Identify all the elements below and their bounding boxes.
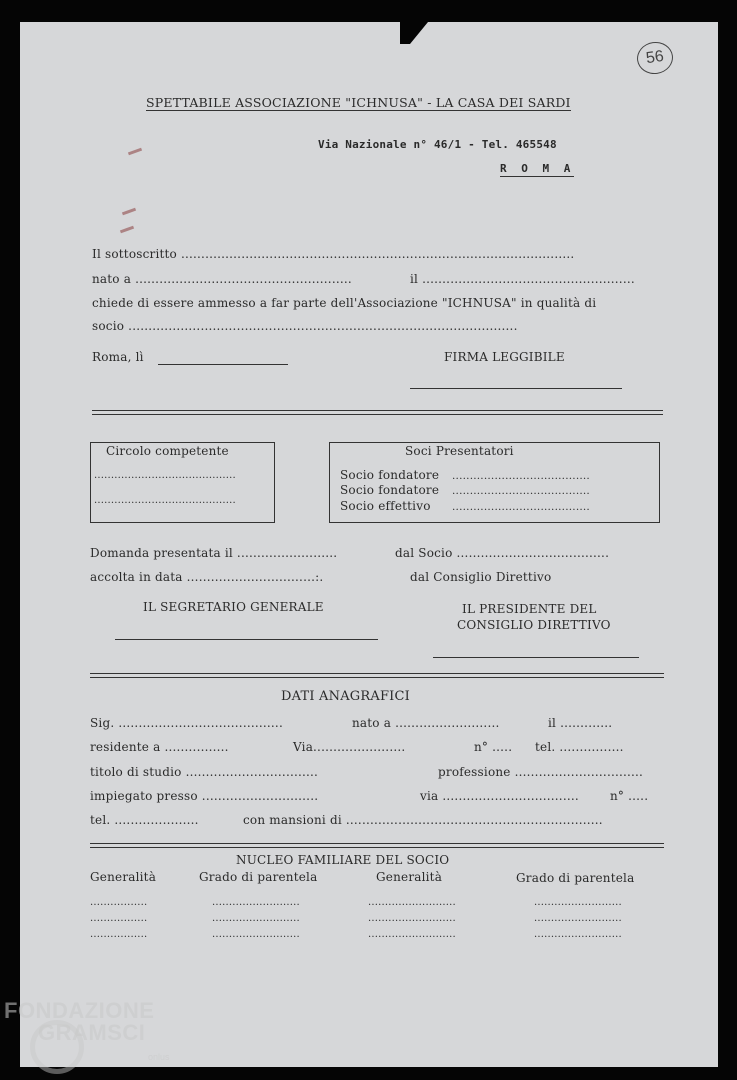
signature-label: FIRMA LEGGIBILE: [444, 350, 565, 364]
accolta-line: accolta in data ................................:.: [90, 570, 324, 584]
divider-2: [90, 673, 664, 678]
header-city: R O M A: [500, 162, 575, 175]
circolo-dots-2: ..........................................: [94, 495, 236, 506]
nucleo-dots: .................: [90, 913, 148, 924]
anagrafici-mansioni: con mansioni di ................................................................: [243, 813, 603, 827]
anagrafici-impiegato: impiegato presso .............................: [90, 789, 319, 803]
anagrafici-numero-lavoro: n° .....: [610, 789, 649, 803]
anagrafici-tel: tel. ................: [535, 740, 624, 754]
signature-line: [410, 388, 622, 389]
anagrafici-title: DATI ANAGRAFICI: [281, 689, 410, 704]
domanda-line: Domanda presentata il .........................: [90, 546, 338, 560]
soci-row-dots: .......................................: [452, 485, 590, 497]
watermark-line1: FONDAZIONE: [4, 998, 155, 1023]
nucleo-dots: ..........................: [534, 897, 622, 908]
divider-3: [90, 843, 664, 848]
header-address: Via Nazionale n° 46/1 - Tel. 465548: [318, 138, 557, 151]
soci-row-label: Socio effettivo: [340, 499, 431, 513]
soci-row-label: Socio fondatore: [340, 483, 440, 497]
nucleo-dots: ..........................: [212, 913, 300, 924]
soci-title: Soci Presentatori: [405, 444, 514, 458]
document-page: [20, 22, 718, 1067]
anagrafici-sig: Sig. .........................................: [90, 716, 283, 730]
line-socio: socio .................................................................................................: [92, 319, 518, 333]
nucleo-header: Generalità: [376, 870, 443, 884]
nucleo-dots: ..........................: [212, 897, 300, 908]
circolo-dots-1: ..........................................: [94, 470, 236, 481]
president-label-1: IL PRESIDENTE DEL: [462, 602, 597, 616]
anagrafici-professione: professione ................................: [438, 765, 644, 779]
anagrafici-via-lavoro: via ..................................: [420, 789, 579, 803]
date-underline: [158, 364, 288, 365]
line-chiede: chiede di essere ammesso a far parte dell'Associazione "ICHNUSA" in qualità di: [92, 296, 597, 310]
divider-1: [92, 410, 663, 415]
consiglio-line: dal Consiglio Direttivo: [410, 570, 552, 584]
nucleo-header: Grado di parentela: [516, 871, 635, 885]
line-nato-a: nato a ......................................................: [92, 272, 352, 286]
watermark-line2: GRAMSCI: [38, 1020, 146, 1045]
nucleo-header: Generalità: [90, 870, 157, 884]
anagrafici-via: Via.......................: [293, 740, 406, 754]
nucleo-dots: .................: [90, 929, 148, 940]
nucleo-dots: ..........................: [368, 929, 456, 940]
soci-row-dots: .......................................: [452, 470, 590, 482]
anagrafici-residente: residente a ................: [90, 740, 229, 754]
place-date-label: Roma, lì: [92, 350, 144, 364]
president-label-2: CONSIGLIO DIRETTIVO: [457, 618, 611, 632]
header-title: SPETTABILE ASSOCIAZIONE "ICHNUSA" - LA CASA DEI SARDI: [146, 95, 571, 110]
anagrafici-il: il .............: [548, 716, 613, 730]
secretary-signature-line: [115, 639, 378, 640]
watermark-line3: onlus: [148, 1052, 170, 1062]
soci-row-label: Socio fondatore: [340, 468, 440, 482]
nucleo-dots: ..........................: [534, 913, 622, 924]
nucleo-dots: .................: [90, 897, 148, 908]
anagrafici-numero: n° .....: [474, 740, 513, 754]
anagrafici-tel-lavoro: tel. .....................: [90, 813, 199, 827]
anagrafici-titolo: titolo di studio .................................: [90, 765, 319, 779]
nucleo-header: Grado di parentela: [199, 870, 318, 884]
anagrafici-nato: nato a ..........................: [352, 716, 500, 730]
nucleo-dots: ..........................: [368, 913, 456, 924]
secretary-label: IL SEGRETARIO GENERALE: [143, 600, 324, 614]
page-number-stamp: 56: [635, 40, 675, 77]
nucleo-title: NUCLEO FAMILIARE DEL SOCIO: [236, 853, 450, 867]
nucleo-dots: ..........................: [212, 929, 300, 940]
nucleo-dots: ..........................: [368, 897, 456, 908]
circolo-title: Circolo competente: [106, 444, 229, 458]
president-signature-line: [433, 657, 639, 658]
paper-tear: [400, 22, 428, 44]
line-il: il .....................................................: [410, 272, 635, 286]
soci-row-dots: .......................................: [452, 501, 590, 513]
nucleo-dots: ..........................: [534, 929, 622, 940]
line-sottoscritto: Il sottoscritto ..................................................................................................: [92, 247, 575, 261]
dal-socio-line: dal Socio ......................................: [395, 546, 610, 560]
